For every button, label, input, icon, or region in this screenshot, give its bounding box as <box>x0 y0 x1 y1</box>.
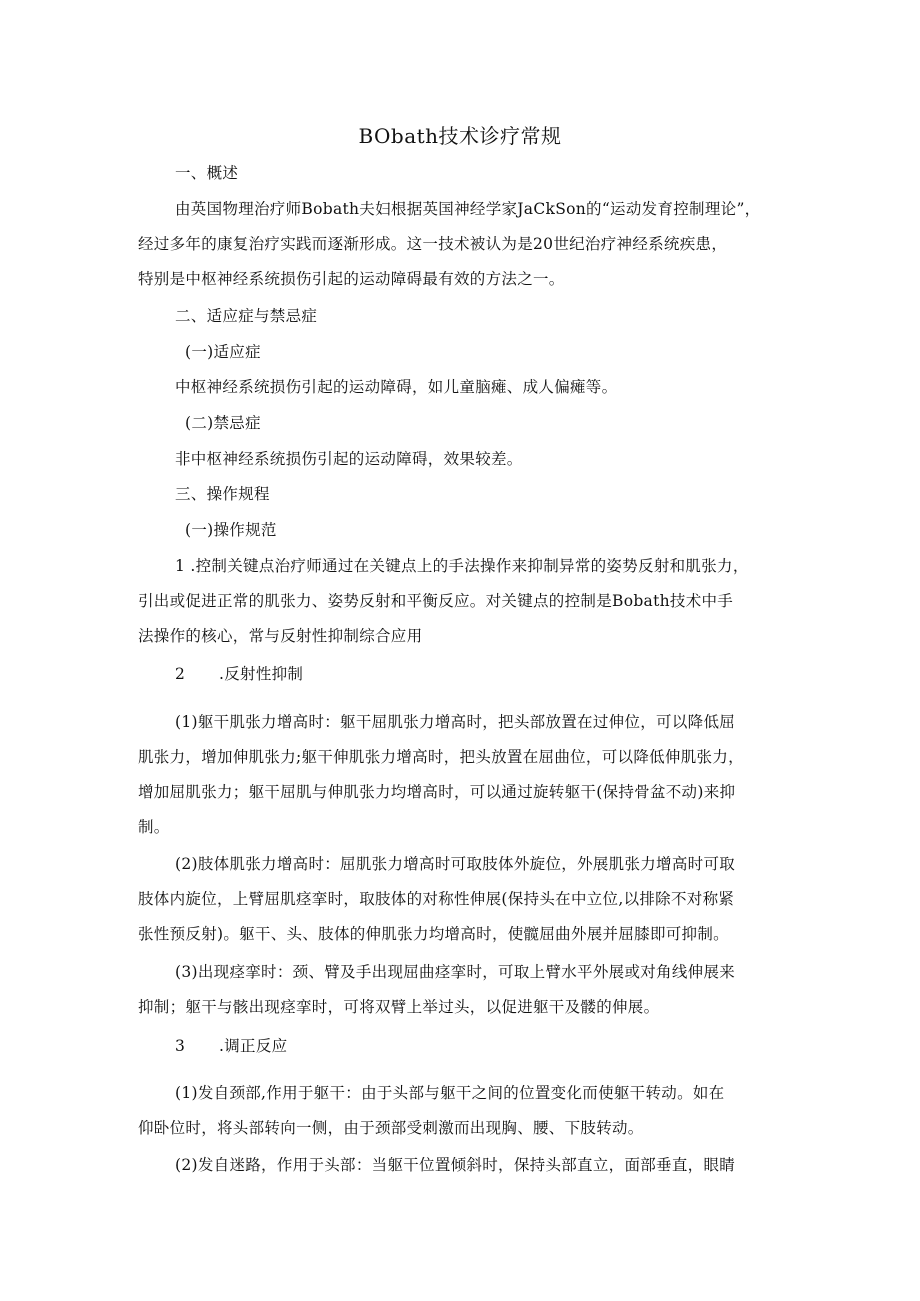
document-title: BObath技术诊疗常规 <box>358 124 562 148</box>
item-2-label: .反射性抑制 <box>219 665 304 683</box>
item-2-p3-line-1: (3)出现痉挛时：颈、臂及手出现屈曲痉挛时，可取上臂水平外展或对角线伸展来 <box>175 963 736 981</box>
s2-indications-text: 中枢神经系统损伤引起的运动障碍，如儿童脑瘫、成人偏瘫等。 <box>175 378 618 396</box>
item-3-p1-line-1: (1)发自颈部,作用于躯干：由于头部与躯干之间的位置变化而使躯干转动。如在 <box>175 1084 725 1102</box>
item-2-p2-line-1: (2)肢体肌张力增高时：屈肌张力增高时可取肢体外旋位，外展肌张力增高时可取 <box>175 855 736 873</box>
s1-paragraph-line-3: 特别是中枢神经系统损伤引起的运动障碍最有效的方法之一。 <box>138 270 565 288</box>
s2-subheading-contraindications: (二)禁忌症 <box>185 414 261 432</box>
item-2-p2-line-2: 肢体内旋位，上臂屈肌痉挛时，取肢体的对称性伸展(保持头在中立位,以排除不对称紧 <box>138 890 735 908</box>
item-2-number: 2 <box>175 665 186 683</box>
item-2-p1-line-2: 肌张力，增加伸肌张力;躯干伸肌张力增高时，把头放置在屈曲位，可以降低伸肌张力， <box>138 748 744 766</box>
s1-paragraph-line-2: 经过多年的康复治疗实践而逐渐形成。这一技术被认为是20世纪治疗神经系统疾患， <box>138 235 728 253</box>
section-3-heading: 三、操作规程 <box>175 485 270 503</box>
item-2-heading <box>175 664 303 684</box>
item-1-line-1: 1 .控制关键点治疗师通过在关键点上的手法操作来抑制异常的姿势反射和肌张力， <box>175 557 749 575</box>
item-1-line-2: 引出或促进正常的肌张力、姿势反射和平衡反应。对关键点的控制是Bobath技术中手 <box>138 592 734 610</box>
item-2-p1-line-3: 增加屈肌张力；躯干屈肌与伸肌张力均增高时，可以通过旋转躯干(保持骨盆不动)来抑 <box>138 783 736 801</box>
item-3-label: .调正反应 <box>219 1037 288 1055</box>
s3-subheading-operation-standard: (一)操作规范 <box>185 521 277 539</box>
section-2-heading: 二、适应症与禁忌症 <box>175 307 318 325</box>
s2-contraindications-text: 非中枢神经系统损伤引起的运动障碍，效果较差。 <box>175 450 523 468</box>
s1-paragraph-line-1: 由英国物理治疗师Bobath夫妇根据英国神经学家JaCkSon的“运动发育控制理论”， <box>175 200 761 218</box>
item-3-p2-line-1: (2)发自迷路，作用于头部：当躯干位置倾斜时，保持头部直立，面部垂直，眼睛 <box>175 1156 736 1174</box>
s2-subheading-indications: (一)适应症 <box>185 343 261 361</box>
item-3-heading <box>175 1036 287 1056</box>
item-2-p3-line-2: 抑制；躯干与骸出现痉挛时，可将双臂上举过头，以促进躯干及髅的伸展。 <box>138 998 660 1016</box>
item-1-line-3: 法操作的核心，常与反射性抑制综合应用 <box>138 627 423 645</box>
item-3-number: 3 <box>175 1037 186 1055</box>
item-2-p2-line-3: 张性预反射)。躯干、头、肢体的伸肌张力均增高时，使髋屈曲外展并屈膝即可抑制。 <box>138 925 729 943</box>
item-2-p1-line-1: (1)躯干肌张力增高时：躯干屈肌张力增高时，把头部放置在过伸位，可以降低屈 <box>175 713 736 731</box>
item-2-p1-line-4: 制。 <box>138 818 170 836</box>
section-1-heading: 一、概述 <box>175 164 239 182</box>
item-3-p1-line-2: 仰卧位时，将头部转向一侧，由于颈部受刺激而出现胸、腰、下肢转动。 <box>138 1119 644 1137</box>
